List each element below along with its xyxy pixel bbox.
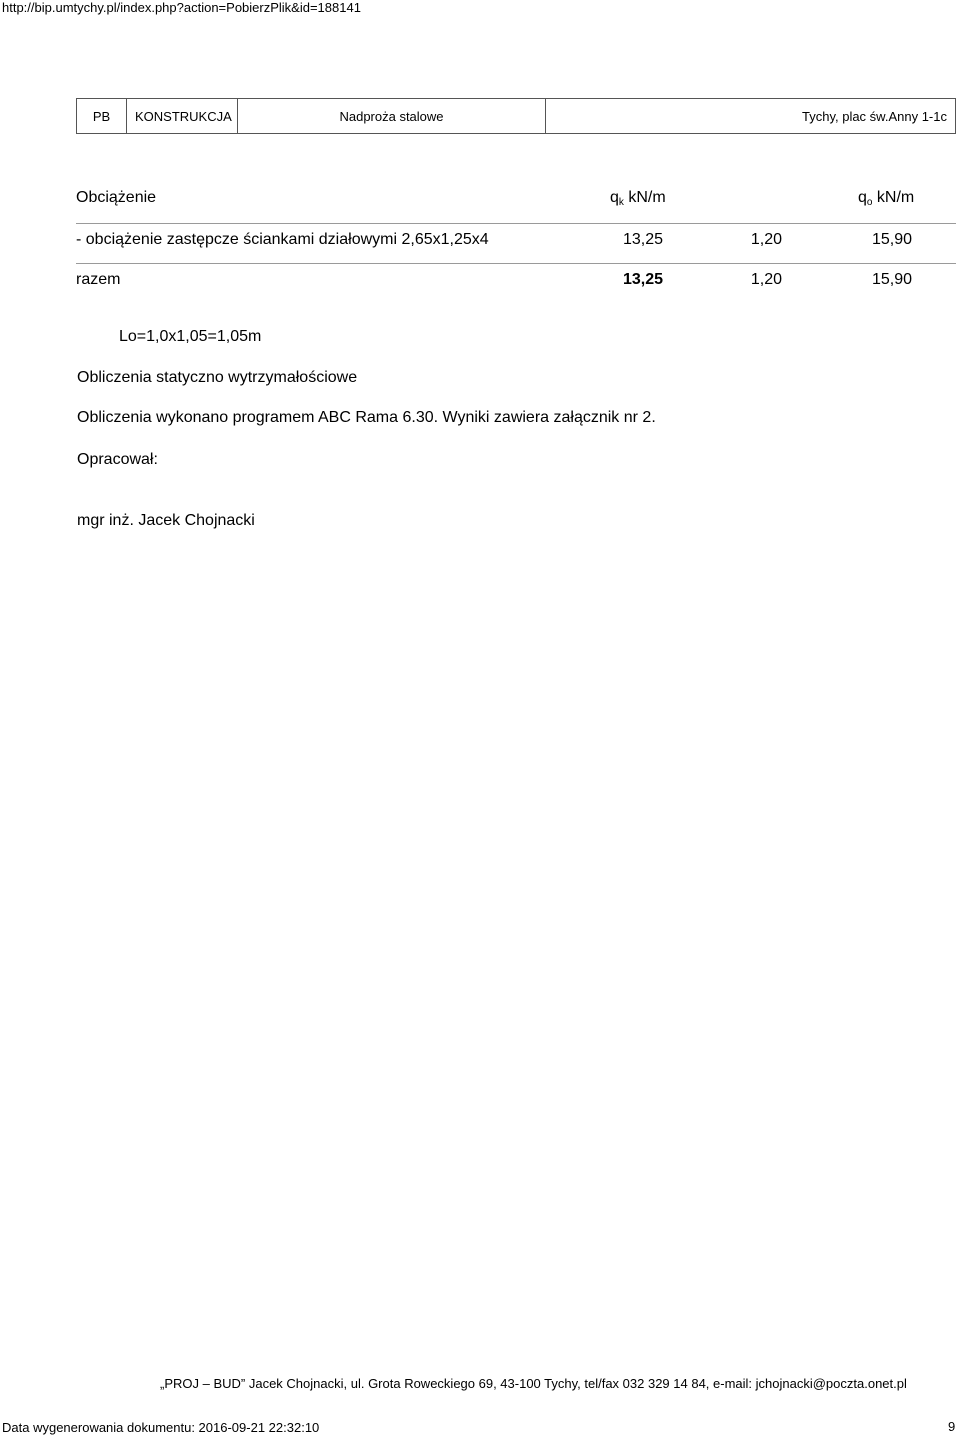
load-table-title: Obciążenie [76,189,157,206]
qo-column-header: $q_o$ kN/m [858,189,915,208]
total-factor: 1,20 [750,271,782,288]
document-header [76,98,956,134]
author-name: mgr inż. Jacek Chojnacki [77,512,255,529]
load-row-factor: 1,20 [750,231,782,248]
header-location: Tychy, plac św.Anny 1-1c [546,99,956,134]
table-divider [76,263,956,264]
span-formula: Lo=1,0x1,05=1,05m [119,328,262,345]
header-subject: Nadproża stalowe [238,99,546,134]
prepared-by-label: Opracował: [77,451,158,468]
footer-company: „PROJ – BUD” Jacek Chojnacki, ul. Grota Roweckiego 69, 43-100 Tychy, tel/fax 032 329 14 84, e-mail: jchojnacki@poczta.onet.pl [160,1376,907,1391]
page-number: 9 [948,1419,956,1434]
generated-date: Data wygenerowania dokumentu: 2016-09-21 22:32:10 [2,1420,320,1435]
header-doc-type: PB [77,99,127,134]
total-label: razem [76,271,121,288]
load-row-qk: 13,25 [622,231,663,248]
header-discipline: KONSTRUKCJA [127,99,238,134]
url-bar: http://bip.umtychy.pl/index.php?action=PobierzPlik&id=188141 [2,0,361,15]
section-title: Obliczenia statyczno wytrzymałościowe [77,369,358,386]
load-row-label: - obciążenie zastępcze ściankami działowymi 2,65x1,25x4 [76,231,489,248]
total-qo: 15,90 [871,271,912,288]
qk-column-header: $q_k$ kN/m [610,189,666,208]
load-row-qo: 15,90 [871,231,912,248]
table-divider [76,223,956,224]
total-qk: 13,25 [622,271,663,288]
calc-note: Obliczenia wykonano programem ABC Rama 6.30. Wyniki zawiera załącznik nr 2. [77,409,656,426]
